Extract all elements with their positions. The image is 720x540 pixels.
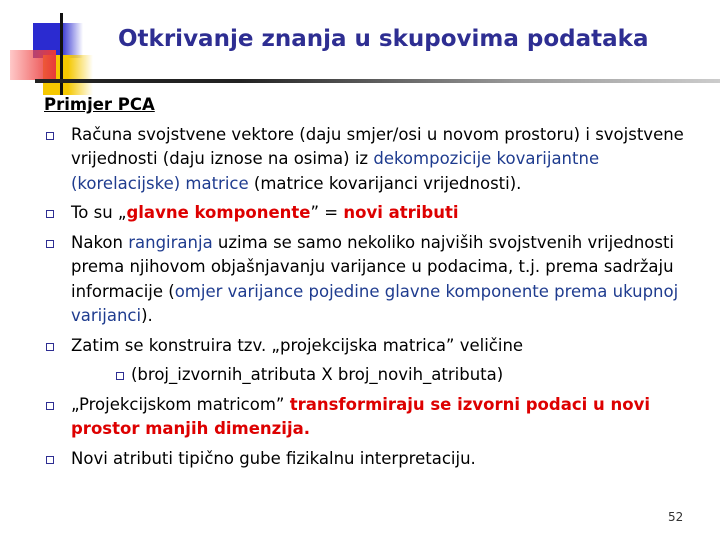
title-divider bbox=[35, 79, 720, 83]
page-number: 52 bbox=[668, 510, 684, 524]
bullet-item bbox=[44, 393, 694, 442]
text: uzima se samo nekoliko najviših svojstvenih vrijednosti prema njihovom objašnjavanju varijance u podacima, t.j. prema sadržaju informacije ( bbox=[71, 232, 675, 301]
text: ). bbox=[141, 306, 153, 325]
square-bullet-icon bbox=[46, 402, 54, 410]
text: (matrice kovarijanci vrijednosti). bbox=[248, 173, 522, 193]
square-bullet-icon bbox=[46, 343, 54, 351]
text: ” = bbox=[310, 203, 344, 222]
text: „Projekcijskom matricom” bbox=[71, 394, 290, 414]
bullet-item bbox=[44, 231, 694, 329]
text: To su „ bbox=[71, 203, 127, 222]
bullet-item bbox=[44, 334, 694, 359]
red-square bbox=[10, 50, 56, 80]
square-bullet-icon bbox=[116, 372, 124, 380]
square-bullet-icon bbox=[46, 132, 54, 140]
bullet-list bbox=[44, 123, 694, 472]
emphasis-text: glavne komponente bbox=[126, 203, 311, 222]
highlight-text: dekompozicije kovarijantne (korelacijske) matrice bbox=[71, 149, 600, 193]
bullet-item bbox=[44, 447, 694, 472]
text: Novi atributi tipično gube fizikalnu interpretaciju. bbox=[71, 448, 476, 468]
emphasis-text: transformiraju se izvorni podaci u novi prostor manjih dimenzija. bbox=[71, 394, 650, 438]
text: Nakon bbox=[71, 232, 129, 252]
highlight-text: omjer varijance pojedine glavne komponente prema ukupnoj varijanci bbox=[71, 281, 679, 325]
slide-title: Otkrivanje znanja u skupovima podataka bbox=[118, 26, 649, 52]
section-heading: Primjer PCA bbox=[44, 95, 155, 114]
highlight-text: rangiranja bbox=[128, 232, 213, 252]
bullet-item bbox=[44, 123, 694, 197]
bullet-item bbox=[44, 201, 694, 226]
square-bullet-icon bbox=[46, 210, 54, 218]
square-bullet-icon bbox=[46, 456, 54, 464]
slide-content bbox=[44, 93, 694, 471]
text: (broj_izvornih_atributa X broj_novih_atributa) bbox=[131, 365, 504, 384]
emphasis-text: novi atributi bbox=[343, 203, 459, 222]
square-bullet-icon bbox=[46, 240, 54, 248]
text: Računa svojstvene vektore (daju smjer/osi u novom prostoru) i svojstvene vrijednosti (daju iznose na osima) iz bbox=[71, 124, 684, 168]
text: Zatim se konstruira tzv. „projekcijska matrica” veličine bbox=[71, 335, 524, 355]
sub-bullet-item bbox=[44, 363, 694, 388]
